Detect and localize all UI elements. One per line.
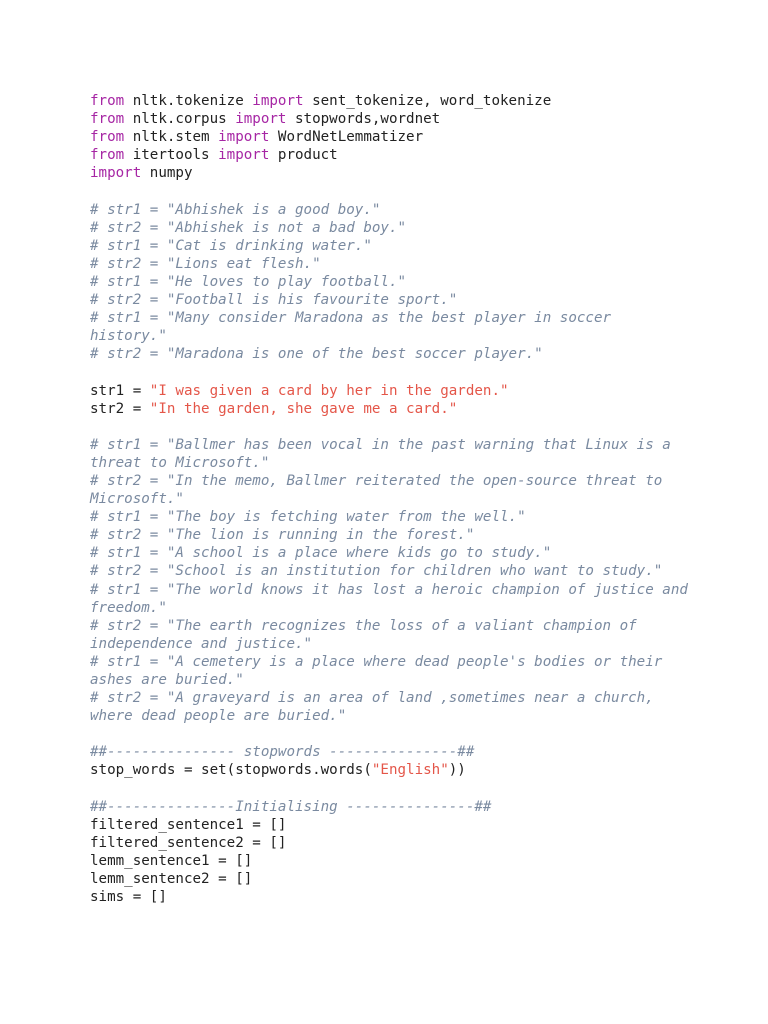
code-line (90, 400, 690, 418)
string-token: "I was given a card by her in the garden." (149, 382, 509, 399)
code-token: numpy (141, 165, 193, 182)
comment-line (90, 309, 690, 345)
comment-text: # str1 = "Cat is drinking water." (90, 237, 372, 254)
comment-line (90, 743, 690, 761)
comment-text: # str1 = "Abhishek is a good boy." (90, 201, 381, 218)
comment-text: ##---------------Initialising ---------------## (90, 798, 492, 815)
code-token: )) (448, 762, 466, 779)
code-token: itertools (124, 147, 219, 164)
code-line (90, 816, 690, 834)
keyword-token: import (235, 111, 287, 128)
keyword-token: from (90, 129, 125, 146)
code-line (90, 888, 690, 906)
comment-line (90, 544, 690, 562)
blank-line (90, 725, 690, 743)
keyword-token: from (90, 147, 125, 164)
comment-line (90, 562, 690, 580)
comment-line (90, 291, 690, 309)
comment-text: # str1 = "He loves to play football." (90, 273, 407, 290)
comment-text: # str2 = "Maradona is one of the best soccer player." (90, 346, 543, 363)
keyword-token: import (252, 93, 304, 109)
code-token: nltk.tokenize (124, 93, 253, 109)
code-token: WordNetLemmatizer (269, 129, 424, 146)
comment-text: # str1 = "A school is a place where kids go to study." (90, 545, 552, 562)
code-token: str2 = (90, 400, 150, 417)
code-listing (90, 92, 697, 906)
keyword-token: import (218, 147, 270, 164)
code-token: sent_tokenize, word_tokenize (303, 93, 552, 109)
comment-text: # str2 = "A graveyard is an area of land ,sometimes near a church, where dead people are buried." (90, 690, 663, 725)
keyword-token: from (90, 93, 125, 109)
string-token: "English" (371, 762, 449, 779)
code-line (90, 110, 690, 128)
comment-text: # str1 = "The world knows it has lost a heroic champion of justice and freedom." (90, 581, 697, 616)
comment-line (90, 526, 690, 544)
comment-line (90, 237, 690, 255)
code-token: product (269, 147, 338, 164)
comment-line (90, 798, 690, 816)
comment-line (90, 201, 690, 219)
blank-line (90, 780, 690, 798)
code-token: stop_words = set(stopwords.words( (90, 762, 372, 779)
comment-line (90, 345, 690, 363)
comment-text: # str1 = "The boy is fetching water from the well." (90, 509, 526, 526)
code-token: filtered_sentence2 = [] (90, 834, 287, 851)
keyword-token: import (218, 129, 270, 146)
keyword-token: import (90, 165, 142, 182)
comment-line (90, 273, 690, 291)
code-token: str1 = (90, 382, 150, 399)
comment-line (90, 653, 690, 689)
comment-line (90, 255, 690, 273)
comment-text: # str2 = "The lion is running in the forest." (90, 527, 475, 544)
comment-text: # str2 = "The earth recognizes the loss of a valiant champion of independence and justice." (90, 617, 646, 652)
comment-text: # str2 = "Lions eat flesh." (90, 255, 321, 272)
code-line (90, 761, 690, 779)
code-line (90, 834, 690, 852)
comment-text: # str1 = "A cemetery is a place where dead people's bodies or their ashes are buried." (90, 653, 671, 688)
keyword-token: from (90, 111, 125, 128)
comment-line (90, 472, 690, 508)
comment-line (90, 617, 690, 653)
code-token: filtered_sentence1 = [] (90, 816, 287, 833)
code-token: lemm_sentence1 = [] (90, 852, 253, 869)
code-line (90, 164, 690, 182)
code-token: sims = [] (90, 889, 167, 906)
code-line (90, 128, 690, 146)
comment-line (90, 436, 690, 472)
comment-line (90, 508, 690, 526)
comment-line (90, 219, 690, 237)
comment-text: # str1 = "Many consider Maradona as the best player in soccer history." (90, 310, 620, 345)
code-line (90, 870, 690, 888)
comment-text: # str2 = "Football is his favourite sport." (90, 292, 458, 309)
blank-line (90, 363, 690, 381)
comment-text: # str2 = "School is an institution for children who want to study." (90, 563, 663, 580)
code-token: lemm_sentence2 = [] (90, 871, 253, 888)
blank-line (90, 182, 690, 200)
blank-line (90, 418, 690, 436)
comment-text: # str1 = "Ballmer has been vocal in the past warning that Linux is a threat to Microsoft." (90, 436, 680, 471)
code-line (90, 382, 690, 400)
comment-line (90, 689, 690, 725)
comment-text: # str2 = "Abhishek is not a bad boy." (90, 219, 407, 236)
code-token: nltk.corpus (124, 111, 236, 128)
comment-text: ##--------------- stopwords ---------------## (90, 744, 475, 761)
comment-text: # str2 = "In the memo, Ballmer reiterated the open-source threat to Microsoft." (90, 472, 671, 508)
string-token: "In the garden, she gave me a card." (149, 400, 458, 417)
code-line (90, 852, 690, 870)
code-token: stopwords,wordnet (286, 111, 441, 128)
code-line (90, 92, 690, 110)
comment-line (90, 581, 697, 617)
code-token: nltk.stem (124, 129, 219, 146)
code-line (90, 146, 690, 164)
